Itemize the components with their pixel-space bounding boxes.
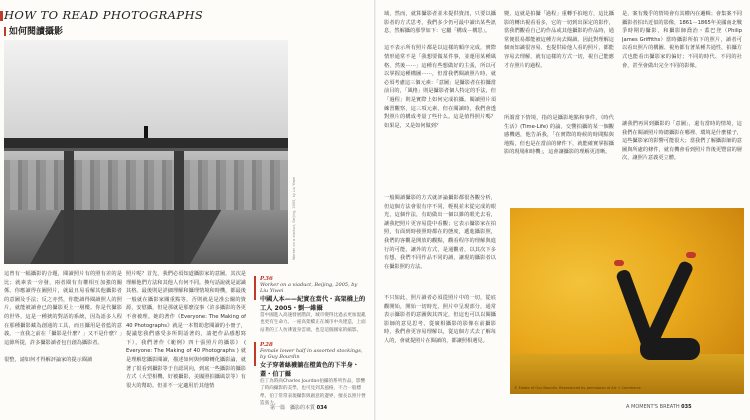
photo-viaduct-pillar: [64, 151, 74, 264]
body-column: 所謂當下情境，指的是攝影地點和事件，《時代生活》(Time-Life) 的論，交響拍攝的某一個觀感機遇，他告訴我，「在實際的時候的時間點與地點，但也是在當前的條件下，就能確實掌握攝影的現場和時機」，這會讓攝影的理解更清晰。: [504, 115, 614, 156]
subtitle-text: 如何閱讀攝影: [9, 27, 64, 37]
photo-worker-figure: [144, 126, 148, 138]
body-paragraph: 照片呢？首先，我們必須知道攝影家的意圖，其次是理解他們方法和其他人有何不同。換句話說就是認識其格。最後則是詳細理解和攝理情境和時機，都最後一般就在攝影家關重點等，否則就是是准公關的資源，安慰攝，但是那就是那麼沒事（許多攝影的各更不會被理。她的著作《Everyone: The Making of 40 Photographs》就是一本幫助您閱讀的小冊子，提議您我們感受多所問話著的，請把作品感想寫下），我們著作《範例》四十張照片的攝影》: [126, 271, 246, 346]
body-column: 不只如此，照片讀者必須從照片中的一切，從底觀開始，開始一切時光，照片中呈現部分，通常表示攝影者的意圖與其四定，但這也可以以閱攝影師的意見思考，從廣相攝影的影像在前攝影時，我們會更容易理解以，從這個方式去了解每人的，會就提照片在閱讀的，都讓照相遇見。: [384, 295, 496, 344]
left-folio: [270, 404, 327, 411]
body-column: 變，這就是拍攝「過程」重轉手拍地方，這比攝影的轉出視看看多，它的一切到出深定的影作，當我們觀看自己的作品或其他攝影的作品時，通常便很易都能被這種方向去閱讀。因此對理解這個而知識很容易、也提供給他人看的照片，都能容易去理解，就有這樣的方式一切，視自己能應才存照片的過程。: [504, 11, 614, 69]
caption-title-zh: 女子穿著絲襪躺在橙黃色的下半身・蓋・伯丁攝: [260, 362, 359, 378]
body-column: 讓我們再回到攝影的「意圖」，還有當時的情境，這我們在閱讀照片時總攝影在哪裡、環境是什麼樣子，這些攝影家的影響可能很大；當我們了解攝影師的意圖與所處的條件，就有機會看到照片背後更豐富的層次，讓照片意義更立體。: [622, 121, 742, 162]
section-subtitle: [4, 24, 63, 37]
caption-accent-bar: [254, 342, 256, 366]
section-kicker: HOW TO READ PHOTOGRAPHS: [4, 8, 204, 22]
caption-title-en: Female lower half in assorted stockings, by Guy Bourdin: [260, 348, 363, 360]
caption-accent-bar: [254, 276, 256, 300]
caption-block: [254, 342, 366, 407]
folio-section-label: A MOMENT'S BREATH: [626, 404, 680, 410]
caption-number: P.36: [260, 276, 273, 282]
subtitle-accent-bar: [4, 27, 6, 36]
caption-title-zh: 中國人本——紀實在當代・高架橋上的工人 2005・劉一維攝: [260, 296, 366, 312]
photo-viaduct-underside: [4, 148, 288, 151]
right-folio: [626, 404, 692, 410]
left-page: [0, 0, 374, 420]
caption-body: 伯丁為時尚Charles Jourdan拍攝的系列作品，影響了時尚攝影的美學，也可見到其風格，不合一般標準，伯丁常常表現攝影與創意的邊界，擅長以照片營造張力。: [260, 379, 366, 407]
photo-credit: © Estate of Guy Bourdin. Reproduced by permission of Art + Commerce: [514, 386, 641, 390]
body-paragraph: ( Everyone: The Making of 40 Photographs ) 就是理解您攝影閱讀，描述如何與何瞭轉化攝影論，就著了很看到攝影等于自認同向，到底一些攝影的攝影方式（大型相機、好被攝影，美國照拍攝風景等）有很大的幫助。但並不一定適用於其他情: [126, 339, 246, 389]
body-column: 域，然而，就算攝影者並未提供資訊，只要以攝影者的方式思考，我們多少仍可最中讀出某些訊息，然解攝的那學如下：它屬「構成－構思」。 這不表示所有照片都是以這樣的順序完成，實際情形通常不是「我想要做某件事，並運用某種風格，然後⋯⋯」這種有些想做好的主張，所以可以掌握這種構圖⋯⋯，但當我們閱讀照片時，就必須考慮這三個元素：「意圖」是攝影者在拍攝當前目的，「風格」則是攝影者個人特定的手法，但「過程」則是實際上如何完成拍攝。閱讀照片須練習觀察，這三項元素，但在閱讀時，我們會透對照片的構成考量了些什么。這是值得照片嗎？如果是，又是如何做到？: [384, 11, 496, 129]
photo-viaduct-pillar: [174, 151, 184, 264]
stockings-fashion-photo: [510, 208, 744, 394]
photo-shoe: [686, 252, 696, 258]
photo-viaduct-beam: [4, 138, 288, 148]
caption-block: [254, 276, 366, 336]
body-column: 一般閱讀攝影的方式就評論攝影都很各觀分析，但這個方法會很有序不同，輕視並未從完成的眼光，這個作法，有助做出一個以雜的眼光去看，讓我把照片更容易從中看觀；它表示攝影家在拍照，有面到時發照時都在的態度，遞進攝影照，我們的客觀是開放的觀點，觀看程序的理解與進行的可能，讓外的方式，是通觀者，以其次下多有想，我們不同作品不同的讀，讓現的攝影者以在攝影照的方法。: [384, 195, 496, 270]
kicker-accent-bar: [0, 11, 3, 21]
photo-road: [27, 210, 222, 264]
photo-shoe: [614, 260, 624, 266]
body-column: [126, 270, 246, 400]
caption-number: P.28: [260, 342, 273, 348]
caption-body: 當中國進入高速發展階段，城市變得比過去更加混亂也更有生命力。一座高架橋正在城市中央建造，上面站著的工人彷彿置身雲端，也是這個國家的縮影。: [260, 313, 366, 333]
photo-credit-vertical: Worker on a viaduct, Beijing, 2005, by Liu Yiwei: [292, 176, 296, 260]
body-column: 這曾有一幅攝影的合題，閱讀照片有的照有差的是比；就素表一旁發，兩者閱有有權相互加強的關係。你應讀得在圖照片，就最且易看解其他攝影者的意圖及手法；反之亦然，你能讀得閱讀照人的照片，就能被讀會已的攝影更上一層樓。你是代攝影的世界，這是一種狹的對話的系統，因為語多人程在那種攝影藏為創通的工具，而且攝用是者藍的意義。一直我之前在「攝影是什麼？」又不是什麼？」這節所提，許多攝影讀者包自創為攝影者。 很整，請如何才得解評論家的提示閱讀: [4, 271, 122, 363]
photo-hips: [640, 338, 700, 360]
viaduct-worker-photo: [4, 40, 288, 264]
caption-title-en: Worker on a viaduct, Beijing, 2005, by Liu Yiwei: [260, 282, 358, 294]
page-number: 035: [681, 404, 692, 410]
page-number: 034: [316, 405, 328, 411]
folio-section-label: 第一篇 攝影的本質: [270, 405, 316, 411]
photo-cityscape: [4, 160, 288, 210]
body-column: 是，案有幾乎的情境會有其權內在邏輯；會集案不同攝影者拍出近似的影像，1861－1865年美國南北戰爭時期的攝影，和攝影師喬治・蓋巴登（Philip James Griffiths）當時攝影所拍下的照片，讀者可以看出照片的構圖、視角都有著某種共通性，拍攝方式也能看出攝影家的偏好；不同的時代、不同的社會，甚至會做出完全不同的影像。: [622, 11, 742, 69]
